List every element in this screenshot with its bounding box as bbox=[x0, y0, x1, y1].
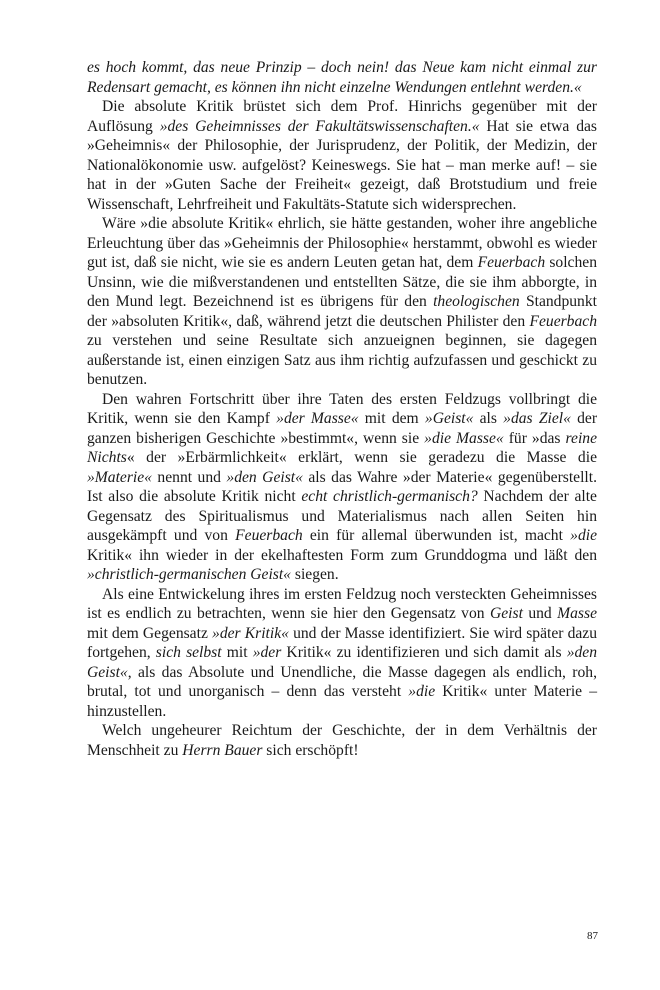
text-run: als bbox=[473, 410, 504, 427]
text-run: nennt und bbox=[151, 468, 227, 486]
italic-run: »das Ziel« bbox=[503, 410, 571, 427]
text-run: mit dem Gegensatz bbox=[87, 624, 213, 642]
text-run: Kritik« ihn wieder in der ekelhaftesten Form zum Grunddogma und läßt den bbox=[87, 546, 597, 564]
text-run: und der Masse identifiziert. Sie wird später dazu fortgehen, bbox=[87, 624, 598, 661]
italic-run: »die bbox=[570, 527, 597, 544]
text-run: Kritik« unter Materie – hinzustellen. bbox=[87, 683, 597, 720]
paragraph bbox=[87, 585, 597, 722]
paragraph bbox=[87, 214, 597, 390]
text-run: als das Wahre »der Materie« gegenüberstellt. Ist also die absolute Kritik nicht bbox=[87, 468, 597, 505]
italic-run: »des Geheimnisses der Fakultätswissenschaften.« bbox=[159, 117, 480, 135]
italic-run: Feuerbach bbox=[529, 312, 597, 330]
paragraph bbox=[87, 58, 597, 97]
text-run: der ganzen bisherigen Geschichte »bestimmt«, wenn sie bbox=[87, 410, 598, 447]
italic-run: »der bbox=[252, 644, 282, 661]
italic-run: »der Kritik« bbox=[212, 624, 289, 642]
text-run: für »das bbox=[503, 429, 566, 447]
paragraph bbox=[87, 97, 597, 214]
italic-run: reine Nichts bbox=[87, 429, 597, 466]
text-run: Nachdem der alte Gegensatz des Spiritualismus und Materialismus nach allen Seiten hin ausgekämpft und von bbox=[87, 488, 597, 544]
text-run: sich erschöpft! bbox=[262, 741, 359, 759]
italic-run: »die bbox=[408, 683, 436, 700]
text-run: zu verstehen und seine Resultate sich anzueignen beginnen, sie dagegen außerstande ist, einen einzigen Satz aus ihm richtig aufzufassen und geschickt zu benutzen. bbox=[87, 332, 597, 388]
text-run: Wäre »die absolute Kritik« ehrlich, sie hätte gestanden, woher ihre angebliche Erleuchtung über das »Geheimnis der Philosophie« herstammt, obwohl es wieder gut ist, daß sie nicht, wie sie es andern Leuten getan hat, dem bbox=[87, 215, 597, 271]
text-run: Welch ungeheurer Reichtum der Geschichte, der in dem Verhältnis der Menschheit zu bbox=[87, 722, 597, 759]
text-run: Die absolute Kritik brüstet sich dem Prof. Hinrichs gegenüber mit der Auflösung bbox=[87, 98, 597, 135]
italic-run: »den Geist« bbox=[87, 644, 598, 681]
italic-run: theologischen bbox=[433, 293, 520, 310]
italic-run: Masse bbox=[557, 605, 597, 622]
text-run: und bbox=[522, 605, 558, 622]
paragraph bbox=[87, 721, 597, 760]
italic-run: es hoch kommt, das neue Prinzip – doch nein! das Neue kam nicht einmal zur Redensart gemacht, es können ihn nicht einzelne Wendungen entlehnt werden.« bbox=[87, 59, 597, 96]
text-run: Hat sie etwa das »Geheimnis« der Philosophie, der Jurisprudenz, der Politik, der Medizin, der Nationalökonomie usw. aufgelöst? Keineswegs. Sie hat – man merke auf! – sie hat in der »Guten Sache der Freiheit« gezeigt, daß Brotstudium und freie Wissenschaft, Lehrfreiheit und Fakultäts-Statute sich widersprechen. bbox=[87, 117, 597, 213]
paragraph bbox=[87, 390, 597, 585]
italic-run: echt christlich-germanisch? bbox=[301, 488, 478, 505]
italic-run: »christlich-germanischen Geist« bbox=[87, 566, 291, 583]
italic-run: Feuerbach bbox=[477, 254, 546, 271]
text-run: ein für allemal überwunden ist, macht bbox=[302, 527, 571, 544]
italic-run: »Geist« bbox=[424, 410, 474, 427]
italic-run: »Materie« bbox=[87, 468, 152, 486]
text-run: Kritik« zu identifizieren und sich damit als bbox=[281, 644, 567, 661]
italic-run: »der Masse« bbox=[276, 410, 359, 427]
page-number: 87 bbox=[587, 930, 598, 942]
text-run: Den wahren Fortschritt über ihre Taten des ersten Feldzugs vollbringt die Kritik, wenn sie den Kampf bbox=[87, 390, 597, 427]
text-run: , als das Absolute und Unendliche, die Masse dagegen als endlich, roh, brutal, tot und unorganisch – denn das versteht bbox=[87, 663, 597, 700]
text-run: mit bbox=[221, 644, 253, 661]
text-run: « der »Erbärmlichkeit« erklärt, wenn sie geradezu die Masse die bbox=[126, 449, 597, 466]
italic-run: »den Geist« bbox=[226, 468, 303, 486]
italic-run: sich selbst bbox=[155, 644, 222, 661]
text-run: solchen Unsinn, wie die mißverstandenen und entstellten Sätze, die sie ihm abborgte, in den Mund legt. Bezeichnend ist es übrigens für den bbox=[87, 254, 597, 310]
text-run: mit dem bbox=[358, 410, 425, 427]
text-run: Als eine Entwickelung ihres im ersten Feldzug noch versteckten Geheimnisses ist es endlich zu betrachten, wenn sie hier den Gegensatz von bbox=[87, 585, 597, 622]
italic-run: »die Masse« bbox=[424, 429, 504, 447]
italic-run: Feuerbach bbox=[235, 527, 303, 544]
italic-run: Geist bbox=[489, 605, 523, 622]
text-run: siegen. bbox=[290, 566, 339, 583]
body-text bbox=[87, 58, 597, 760]
italic-run: Herrn Bauer bbox=[182, 741, 263, 759]
text-run: Standpunkt der »absoluten Kritik«, daß, während jetzt die deutschen Philister den bbox=[87, 293, 597, 330]
